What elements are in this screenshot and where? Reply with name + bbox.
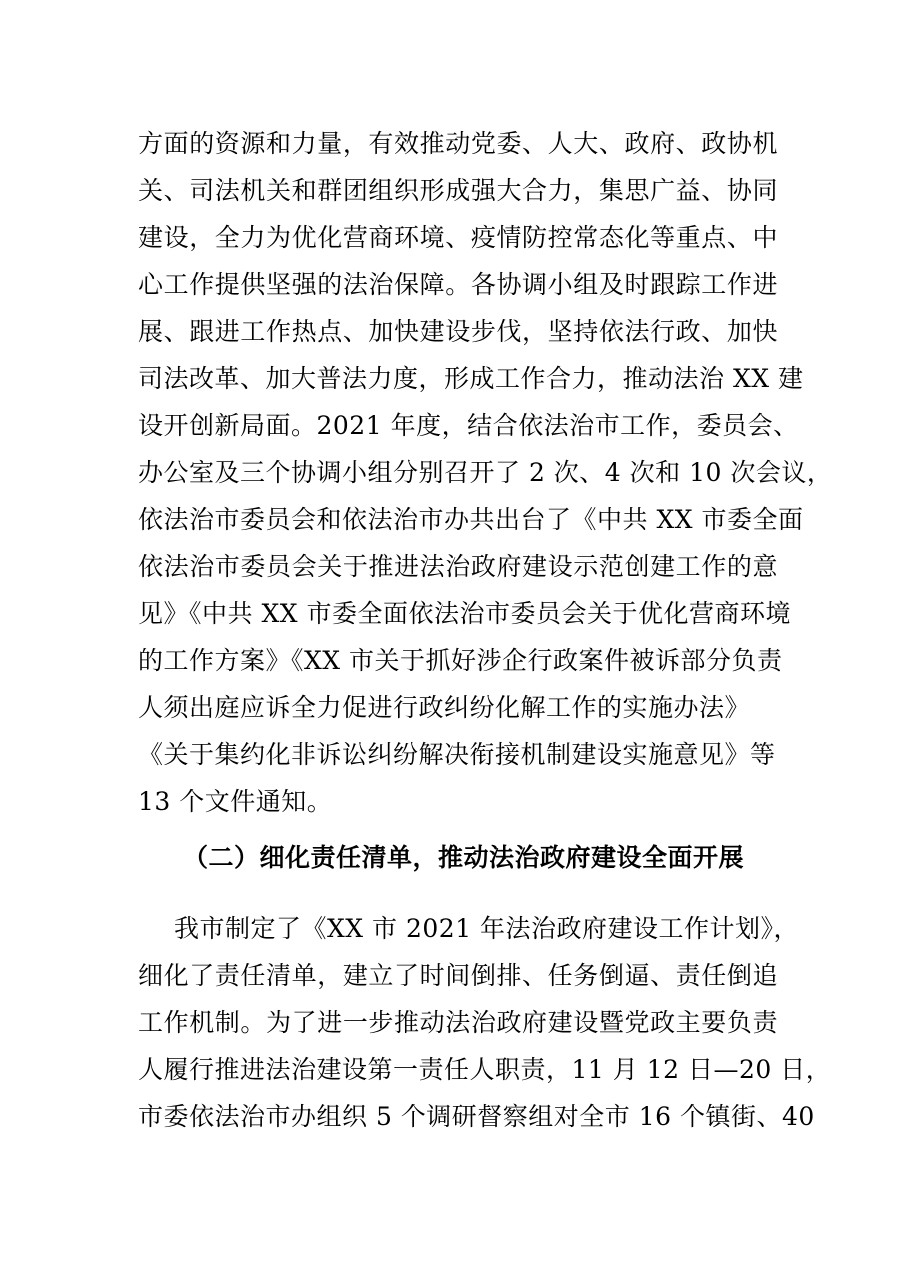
paragraph-line: 建设，全力为优化营商环境、疫情防控常态化等重点、中: [138, 223, 778, 252]
paragraph-line: 见》《中共 XX 市委全面依法治市委员会关于优化营商环境: [138, 599, 791, 628]
paragraph-line: 工作机制。为了进一步推动法治政府建设暨党政主要负责: [138, 1008, 778, 1037]
paragraph-line: 方面的资源和力量，有效推动党委、人大、政府、政协机: [138, 129, 778, 158]
paragraph-line: 司法改革、加大普法力度，形成工作合力，推动法治 XX 建: [138, 364, 804, 393]
paragraph-line: 的工作方案》《XX 市关于抓好涉企行政案件被诉部分负责: [138, 646, 783, 675]
section-heading: （二）细化责任清单，推动法治政府建设全面开展: [183, 843, 745, 872]
paragraph-line: 我市制定了《XX 市 2021 年法治政府建设工作计划》，: [174, 914, 800, 943]
paragraph-line: 《关于集约化非诉讼纠纷解决衔接机制建设实施意见》等: [138, 740, 776, 769]
paragraph-line: 人须出庭应诉全力促进行政纠纷化解工作的实施办法》: [138, 693, 751, 722]
paragraph-line: 市委依法治市办组织 5 个调研督察组对全市 16 个镇街、40: [138, 1102, 815, 1131]
paragraph-line: 依法治市委员会和依法治市办共出台了《中共 XX 市委全面: [138, 505, 804, 534]
paragraph-line: 关、司法机关和群团组织形成强大合力，集思广益、协同: [138, 176, 778, 205]
paragraph-line: 13 个文件通知。: [138, 787, 333, 816]
paragraph-line: 设开创新局面。2021 年度，结合依法治市工作，委员会、: [138, 411, 799, 440]
paragraph-line: 人履行推进法治建设第一责任人职责，11 月 12 日—20 日，: [138, 1055, 832, 1084]
paragraph-line: 展、跟进工作热点、加快建设步伐，坚持依法行政、加快: [138, 317, 778, 346]
paragraph-line: 办公室及三个协调小组分别召开了 2 次、4 次和 10 次会议，: [138, 458, 833, 487]
paragraph-line: 细化了责任清单，建立了时间倒排、任务倒逼、责任倒追: [138, 961, 778, 990]
paragraph-line: 依法治市委员会关于推进法治政府建设示范创建工作的意: [138, 552, 778, 581]
paragraph-line: 心工作提供坚强的法治保障。各协调小组及时跟踪工作进: [138, 270, 778, 299]
